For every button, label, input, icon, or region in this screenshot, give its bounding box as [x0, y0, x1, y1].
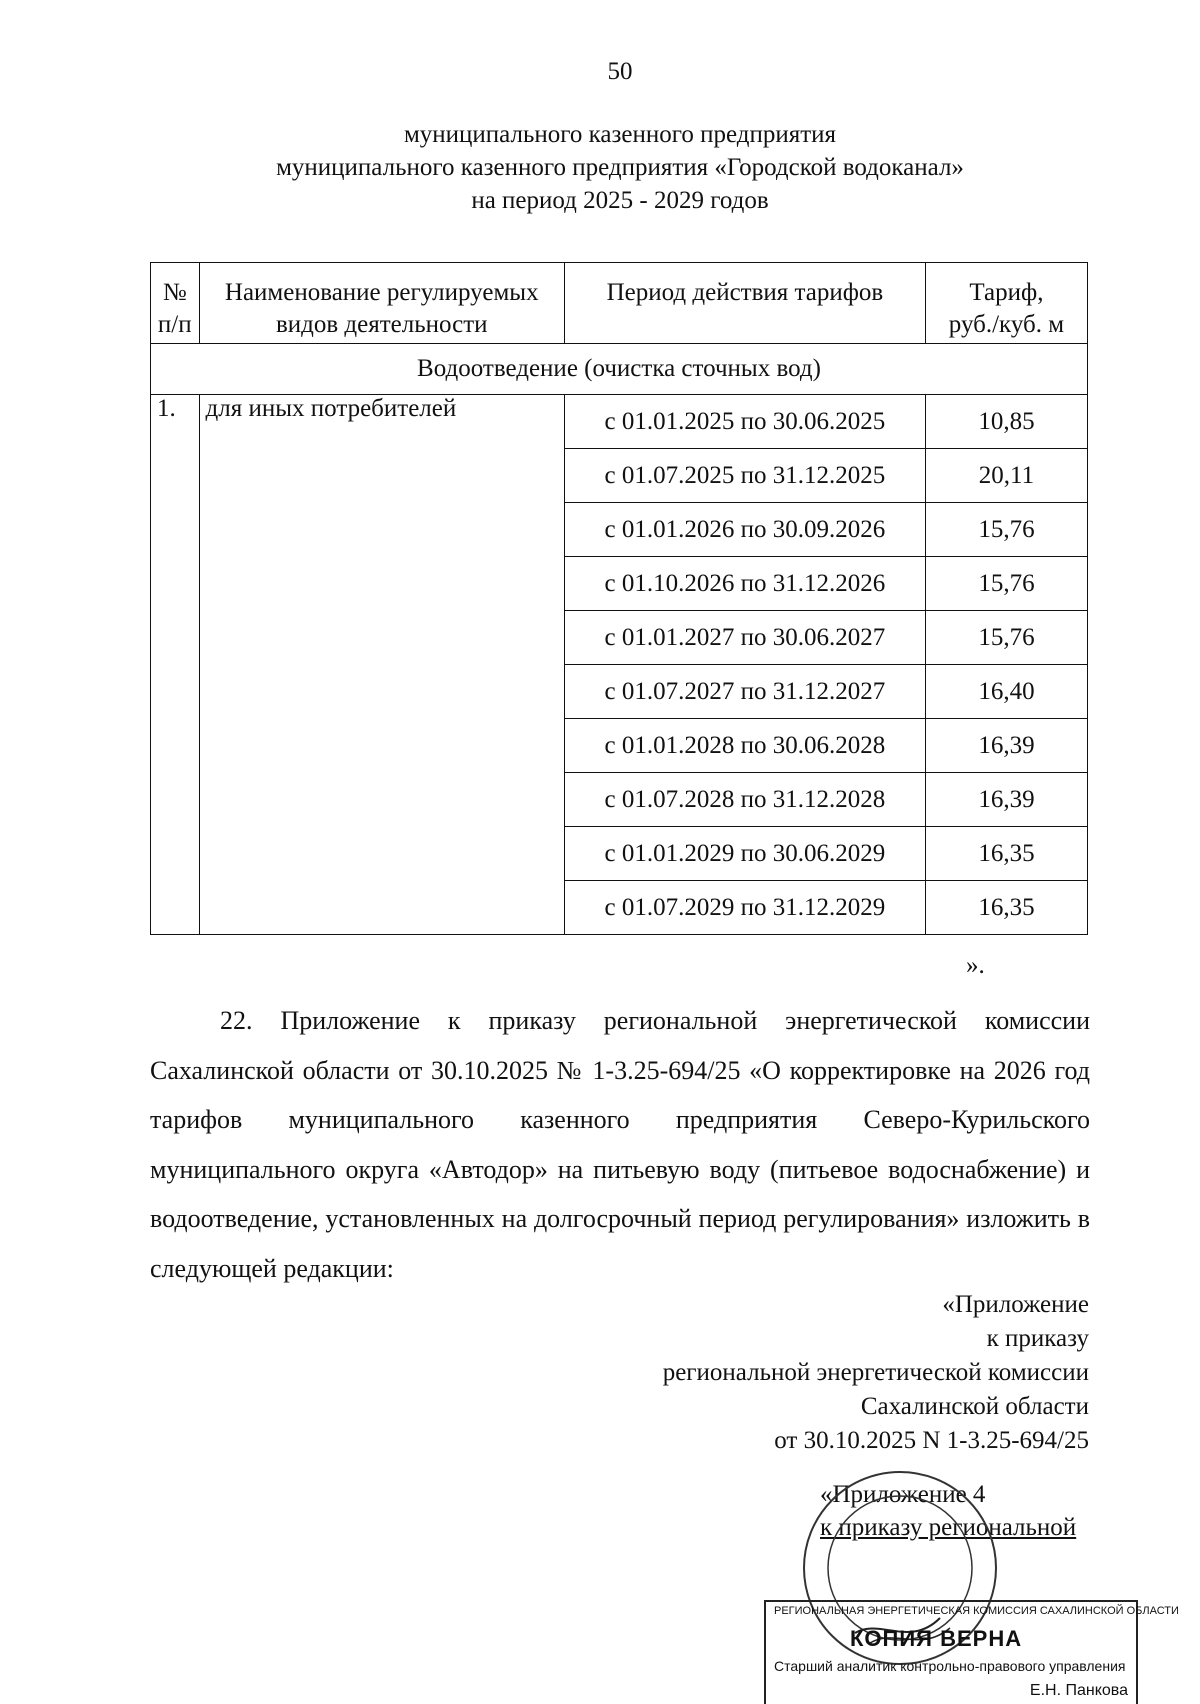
period-cell: с 01.01.2028 по 30.06.2028 — [564, 719, 925, 773]
appendix-line: к приказу — [986, 1325, 1089, 1352]
section-title: Водоотведение (очистка сточных вод) — [151, 344, 1088, 395]
period-cell: с 01.01.2025 по 30.06.2025 — [564, 395, 925, 449]
tariff-cell: 16,35 — [925, 827, 1087, 881]
tariff-cell: 16,39 — [925, 719, 1087, 773]
cert-organization: РЕГИОНАЛЬНАЯ ЭНЕРГЕТИЧЕСКАЯ КОМИССИЯ САХАЛИНСКОЙ ОБЛАСТИ — [774, 1605, 1179, 1617]
header-tariff: Тариф, руб./куб. м — [925, 263, 1087, 344]
appendix-line: региональной энергетической комиссии — [662, 1359, 1089, 1386]
tariff-cell: 10,85 — [925, 395, 1087, 449]
appendix-line: «Приложение — [942, 1291, 1089, 1318]
next-appendix-line: «Приложение 4 — [820, 1481, 986, 1508]
appendix-line: от 30.10.2025 N 1-3.25-694/25 — [774, 1427, 1089, 1454]
tariff-cell: 15,76 — [925, 557, 1087, 611]
table-header-row — [151, 263, 1088, 344]
appendix-line: Сахалинской области — [860, 1393, 1089, 1420]
period-cell: с 01.01.2029 по 30.06.2029 — [564, 827, 925, 881]
period-cell: с 01.07.2025 по 31.12.2025 — [564, 449, 925, 503]
consumer-type: для иных потребителей — [199, 395, 564, 935]
tariff-cell: 16,35 — [925, 881, 1087, 935]
certification-stamp — [764, 1600, 1179, 1704]
title-line-2: муниципального казенного предприятия «Городской водоканал» — [276, 154, 964, 181]
period-cell: с 01.07.2029 по 31.12.2029 — [564, 881, 925, 935]
period-cell: с 01.10.2026 по 31.12.2026 — [564, 557, 925, 611]
quote-close: ». — [966, 952, 985, 979]
period-cell: с 01.07.2027 по 31.12.2027 — [564, 665, 925, 719]
row-number: 1. — [151, 395, 200, 935]
cert-role: Старший аналитик контрольно-правового управления — [774, 1658, 1126, 1674]
period-cell: с 01.01.2027 по 30.06.2027 — [564, 611, 925, 665]
document-title — [130, 118, 1110, 217]
tariff-cell: 15,76 — [925, 503, 1087, 557]
title-line-1: муниципального казенного предприятия — [403, 121, 837, 148]
header-num: № п/п — [151, 263, 200, 344]
page-number: 50 — [607, 58, 633, 85]
period-cell: с 01.07.2028 по 31.12.2028 — [564, 773, 925, 827]
next-appendix-line: к приказу региональной — [820, 1514, 1077, 1541]
title-line-3: на период 2025 - 2029 годов — [471, 187, 769, 214]
tariff-cell: 16,39 — [925, 773, 1087, 827]
tariff-cell: 20,11 — [925, 449, 1087, 503]
cert-title: КОПИЯ ВЕРНА — [850, 1626, 1023, 1651]
header-period: Период действия тарифов — [564, 263, 925, 344]
tariff-table — [150, 262, 1088, 935]
section-row — [151, 344, 1088, 395]
period-cell: с 01.01.2026 по 30.09.2026 — [564, 503, 925, 557]
appendix-reference — [663, 1288, 1089, 1458]
cert-signer-name: Е.Н. Панкова — [1029, 1682, 1128, 1699]
header-activity-name: Наименование регулируемых видов деятельности — [199, 263, 564, 344]
tariff-cell: 16,40 — [925, 665, 1087, 719]
table-row — [151, 395, 1088, 449]
tariff-cell: 15,76 — [925, 611, 1087, 665]
amendment-paragraph: 22. Приложение к приказу региональной энергетической комиссии Сахалинской области от 30.10.2025 № 1-3.25-694/25 «О корректировке на 2026 год тарифов муниципального казенного предприятия Северо-Курильского муниципального округа «Автодор» на питьевую воду (питьевое водоснабжение) и водоотведение, установленных на долгосрочный период регулирования» изложить в следующей редакции: — [150, 1006, 1090, 1283]
